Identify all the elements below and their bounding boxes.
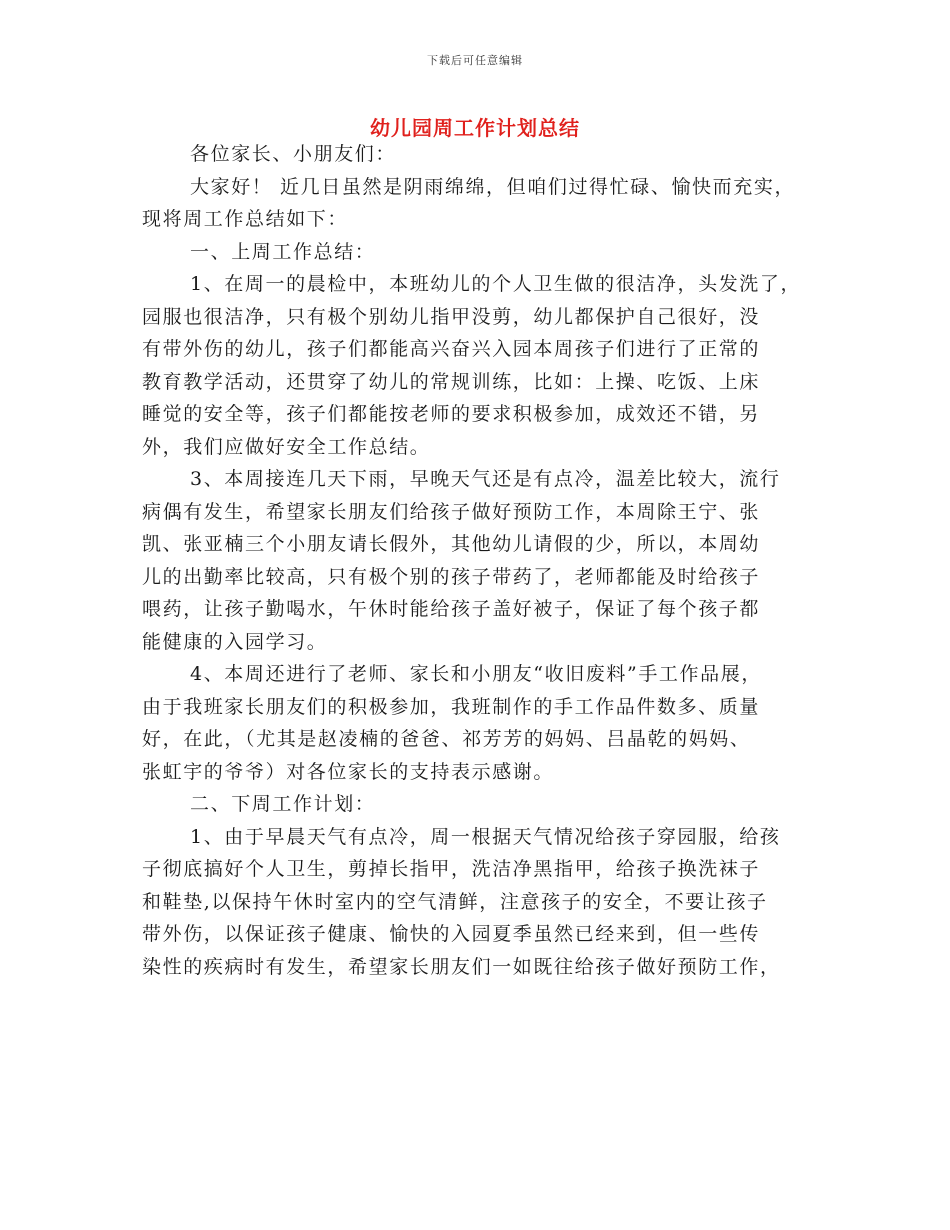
text-line: 二、下周工作计划： <box>190 793 376 815</box>
text-line: 现将周工作总结如下： <box>142 208 349 230</box>
header-note: 下载后可任意编辑 <box>427 54 523 67</box>
text-line: 园服也很洁净，只有极个别幼儿指甲没剪，幼儿都保护自己很好，没 <box>142 305 761 328</box>
text-line: 睡觉的安全等，孩子们都能按老师的要求积极参加，成效还不错，另 <box>142 403 761 425</box>
text-line: 儿的出勤率比较高，只有极个别的孩子带药了，老师都能及时给孩子 <box>142 565 761 588</box>
text-line: 外，我们应做好安全工作总结。 <box>142 435 431 458</box>
text-line: 能健康的入园学习。 <box>142 630 328 653</box>
text-line: 1、由于早晨天气有点冷，周一根据天气情况给孩子穿园服，给孩 <box>190 825 781 848</box>
text-line: 由于我班家长朋友们的积极参加，我班制作的手工作品件数多、质量 <box>142 695 761 718</box>
text-line: 教育教学活动，还贯穿了幼儿的常规训练，比如：上操、吃饭、上床 <box>142 370 761 393</box>
text-line: 病偶有发生，希望家长朋友们给孩子做好预防工作，本周除王宁、张 <box>142 500 761 523</box>
text-line: 有带外伤的幼儿，孩子们都能高兴奋兴入园本周孩子们进行了正常的 <box>142 338 761 360</box>
text-line: 子彻底搞好个人卫生，剪掉长指甲，洗洁净黑指甲，给孩子换洗袜子 <box>142 858 761 880</box>
document-title: 幼儿园周工作计划总结 <box>370 116 580 140</box>
text-line: 1、在周一的晨检中，本班幼儿的个人卫生做的很洁净，头发洗了， <box>190 273 802 295</box>
document-body <box>142 138 822 983</box>
text-line: 3、本周接连几天下雨，早晚天气还是有点冷，温差比较大，流行 <box>190 468 781 490</box>
text-line: 大家好！ 近几日虽然是阴雨绵绵，但咱们过得忙碌、愉快而充实， <box>190 175 796 198</box>
text-line: 4、本周还进行了老师、家长和小朋友“收旧废料”手工作品展， <box>190 663 762 685</box>
text-line: 张虹宇的爷爷）对各位家长的支持表示感谢。 <box>142 760 555 783</box>
text-line: 凯、张亚楠三个小朋友请长假外，其他幼儿请假的少，所以，本周幼 <box>142 533 761 555</box>
text-line: 和鞋垫,以保持午休时室内的空气清鲜，注意孩子的安全，不要让孩子 <box>142 890 768 913</box>
text-line: 带外伤，以保证孩子健康、愉快的入园夏季虽然已经来到，但一些传 <box>142 923 761 945</box>
text-line: 染性的疾病时有发生，希望家长朋友们一如既往给孩子做好预防工作， <box>142 955 781 978</box>
text-line: 好，在此，（尤其是赵凌楠的爸爸、祁芳芳的妈妈、吕晶乾的妈妈、 <box>142 728 751 750</box>
text-line: 各位家长、小朋友们： <box>190 143 397 165</box>
text-line: 喂药，让孩子勤喝水，午休时能给孩子盖好被子，保证了每个孩子都 <box>142 598 761 620</box>
text-line: 一、上周工作总结： <box>190 240 376 263</box>
